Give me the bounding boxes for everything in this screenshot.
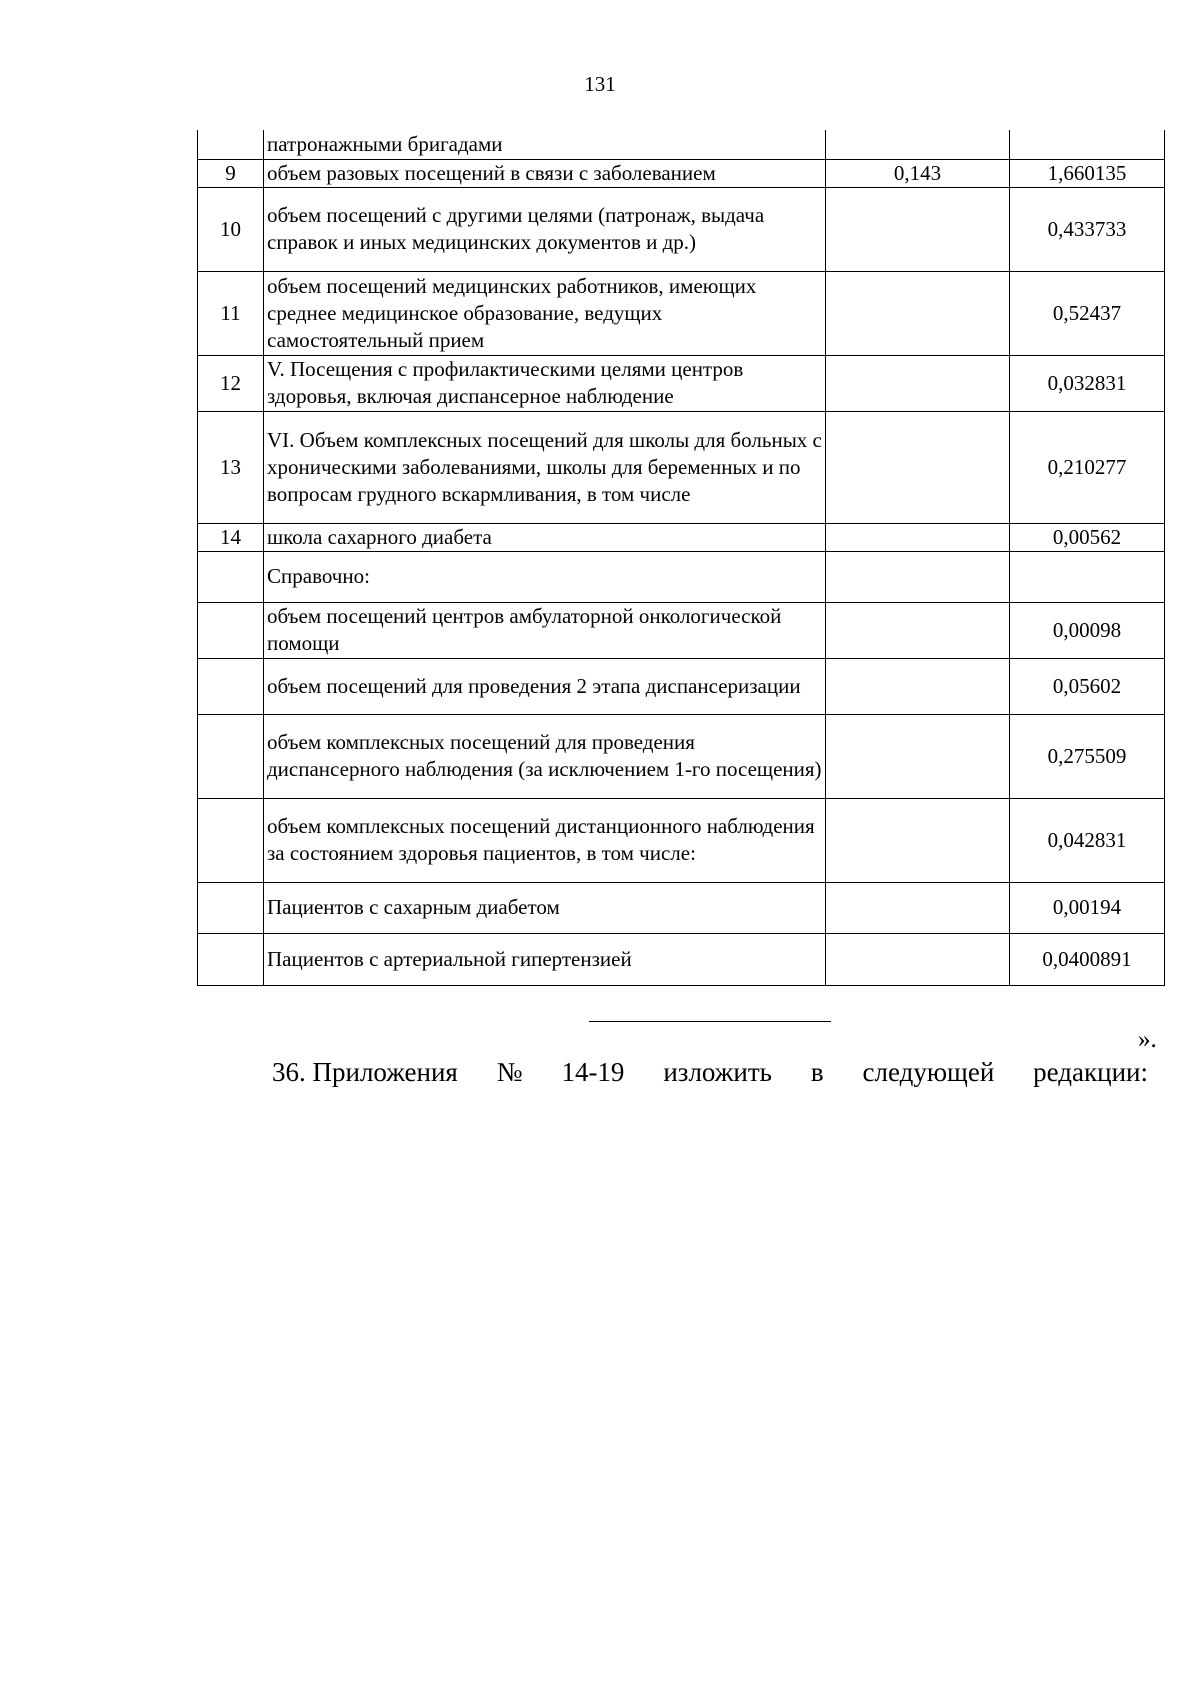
item-36-word: № [496,1057,523,1087]
row-number-cell [198,714,264,798]
value-column-2-cell: 0,00562 [1010,523,1165,551]
item-36-paragraph [272,1057,1148,1088]
value-column-1-cell [826,658,1010,714]
item-36-word: редакции: [1033,1057,1148,1087]
value-column-1-cell: 0,143 [826,159,1010,187]
value-column-1-cell [826,355,1010,411]
description-cell: объем посещений центров амбулаторной онкологической помощи [264,602,826,658]
value-column-2-cell: 0,00098 [1010,602,1165,658]
value-column-1-cell [826,187,1010,271]
table-row [198,551,1165,602]
row-number-cell: 12 [198,355,264,411]
item-36-word: 14-19 [561,1057,625,1087]
row-number-cell: 11 [198,271,264,355]
table-row [198,187,1165,271]
value-column-2-cell: 0,0400891 [1010,933,1165,985]
table-row [198,355,1165,411]
value-column-1-cell [826,714,1010,798]
table-row [198,411,1165,523]
value-column-1-cell [826,882,1010,933]
row-number-cell [198,798,264,882]
item-36-word: следующей [862,1057,995,1087]
description-cell: Пациентов с сахарным диабетом [264,882,826,933]
row-number-cell [198,933,264,985]
value-column-2-cell: 1,660135 [1010,159,1165,187]
description-cell: объем разовых посещений в связи с заболеванием [264,159,826,187]
value-column-1-cell [826,271,1010,355]
value-column-2-cell: 0,00194 [1010,882,1165,933]
footnote-separator-line [589,1021,831,1022]
table-row [198,658,1165,714]
item-36-word: 36. Приложения [272,1057,458,1087]
row-number-cell [198,658,264,714]
description-cell: Справочно: [264,551,826,602]
value-column-1-cell [826,551,1010,602]
closing-quote: ». [1138,1026,1157,1053]
row-number-cell: 10 [198,187,264,271]
row-number-cell: 13 [198,411,264,523]
value-column-2-cell: 0,032831 [1010,355,1165,411]
table-row [198,523,1165,551]
table-row [198,271,1165,355]
table-row [198,714,1165,798]
value-column-1-cell [826,130,1010,159]
row-number-cell: 9 [198,159,264,187]
description-cell: Пациентов с артериальной гипертензией [264,933,826,985]
description-cell: V. Посещения с профилактическими целями центров здоровья, включая диспансерное наблюдение [264,355,826,411]
item-36-word: изложить [663,1057,772,1087]
row-number-cell [198,602,264,658]
description-cell: патронажными бригадами [264,130,826,159]
description-cell: объем посещений с другими целями (патронаж, выдача справок и иных медицинских документов и др.) [264,187,826,271]
table-row [198,882,1165,933]
item-36-word: в [810,1057,824,1087]
value-column-1-cell [826,523,1010,551]
description-cell: объем посещений для проведения 2 этапа диспансеризации [264,658,826,714]
description-cell: объем комплексных посещений для проведения диспансерного наблюдения (за исключением 1-го посещения) [264,714,826,798]
table-row [198,159,1165,187]
value-column-2-cell: 0,433733 [1010,187,1165,271]
row-number-cell: 14 [198,523,264,551]
value-column-2-cell: 0,275509 [1010,714,1165,798]
value-column-2-cell: 0,210277 [1010,411,1165,523]
appendix-table [197,130,1165,986]
value-column-2-cell: 0,52437 [1010,271,1165,355]
value-column-1-cell [826,933,1010,985]
value-column-2-cell [1010,551,1165,602]
row-number-cell [198,551,264,602]
value-column-2-cell [1010,130,1165,159]
value-column-1-cell [826,602,1010,658]
value-column-1-cell [826,411,1010,523]
value-column-2-cell: 0,05602 [1010,658,1165,714]
table-body [198,130,1165,985]
description-cell: VI. Объем комплексных посещений для школы для больных с хроническими заболеваниями, школы для беременных и по вопросам грудного вскармливания, в том числе [264,411,826,523]
row-number-cell [198,882,264,933]
value-column-2-cell: 0,042831 [1010,798,1165,882]
value-column-1-cell [826,798,1010,882]
description-cell: школа сахарного диабета [264,523,826,551]
table-row [198,798,1165,882]
table-row [198,933,1165,985]
description-cell: объем посещений медицинских работников, имеющих среднее медицинское образование, ведущих самостоятельный прием [264,271,826,355]
row-number-cell [198,130,264,159]
page-number: 131 [584,72,616,96]
table-row [198,130,1165,159]
description-cell: объем комплексных посещений дистанционного наблюдения за состоянием здоровья пациентов, в том числе: [264,798,826,882]
table-row [198,602,1165,658]
